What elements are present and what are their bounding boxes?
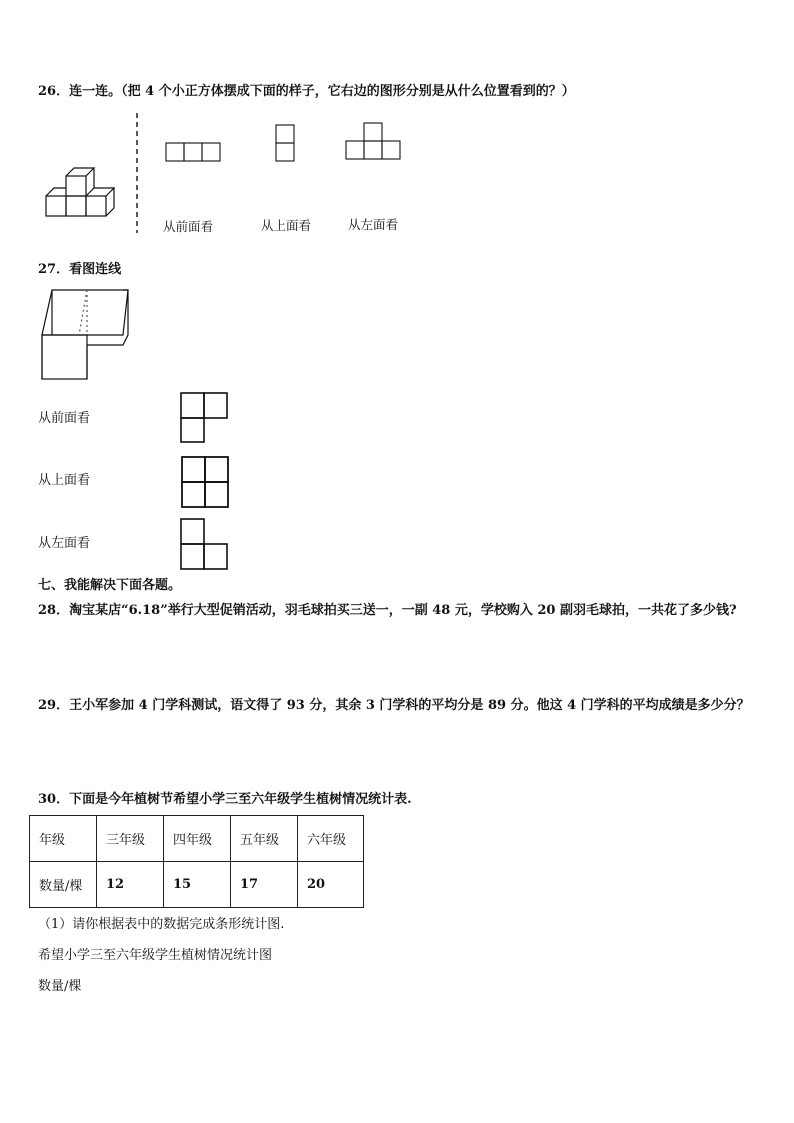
question-26-text: 26．连一连。（把 4 个小正方体摆成下面的样子，它右边的图形分别是从什么位置看到的？） xyxy=(38,84,575,99)
q26-cube-solid-figure xyxy=(44,158,139,228)
q26-view-t-shape xyxy=(345,122,401,160)
q26-view-three-in-row xyxy=(165,142,221,162)
q27-view-label-front: 从前面看 xyxy=(38,411,91,426)
q26-label-left: 从左面看 xyxy=(348,217,399,232)
chart-y-axis-label: 数量/棵 xyxy=(38,979,82,994)
table-header-row xyxy=(30,816,364,862)
q26-label-top: 从上面看 xyxy=(261,218,312,233)
table-header-cell: 四年级 xyxy=(164,816,231,862)
q27-view-figure-c xyxy=(179,517,229,571)
q27-view-label-left: 从左面看 xyxy=(38,536,91,551)
table-cell-value: 15 xyxy=(164,862,231,908)
q27-cube-solid-figure xyxy=(39,287,131,383)
q26-dashed-separator xyxy=(135,113,139,233)
q26-view-two-stacked xyxy=(275,124,295,162)
q27-view-figure-a xyxy=(179,391,229,443)
question-27-text: 27．看图连线 xyxy=(38,262,122,277)
question-30-text: 30．下面是今年植树节希望小学三至六年级学生植树情况统计表. xyxy=(38,792,412,807)
q26-label-front: 从前面看 xyxy=(163,219,214,234)
table-row xyxy=(30,862,364,908)
table-header-cell: 六年级 xyxy=(298,816,364,862)
q27-view-label-top: 从上面看 xyxy=(38,473,91,488)
question-28-text: 28．淘宝某店“6.18”举行大型促销活动，羽毛球拍买三送一，一副 48 元，学校购入 20 副羽毛球拍，一共花了多少钱? xyxy=(38,603,737,618)
q27-view-figure-b xyxy=(180,455,230,509)
question-30-sub-1: （1）请你根据表中的数据完成条形统计图. xyxy=(38,917,285,932)
section-7-heading: 七、我能解决下面各题。 xyxy=(38,578,182,593)
table-cell-value: 12 xyxy=(97,862,164,908)
question-29-text: 29．王小军参加 4 门学科测试，语文得了 93 分，其余 3 门学科的平均分是 89 分。他这 4 门学科的平均成绩是多少分？ xyxy=(38,698,750,713)
table-cell-value: 17 xyxy=(231,862,298,908)
table-header-cell: 年级 xyxy=(30,816,97,862)
table-header-cell: 三年级 xyxy=(97,816,164,862)
table-cell-value: 20 xyxy=(298,862,364,908)
table-row-label: 数量/棵 xyxy=(30,862,97,908)
chart-title: 希望小学三至六年级学生植树情况统计图 xyxy=(38,948,273,963)
table-header-cell: 五年级 xyxy=(231,816,298,862)
tree-planting-table xyxy=(29,815,364,908)
